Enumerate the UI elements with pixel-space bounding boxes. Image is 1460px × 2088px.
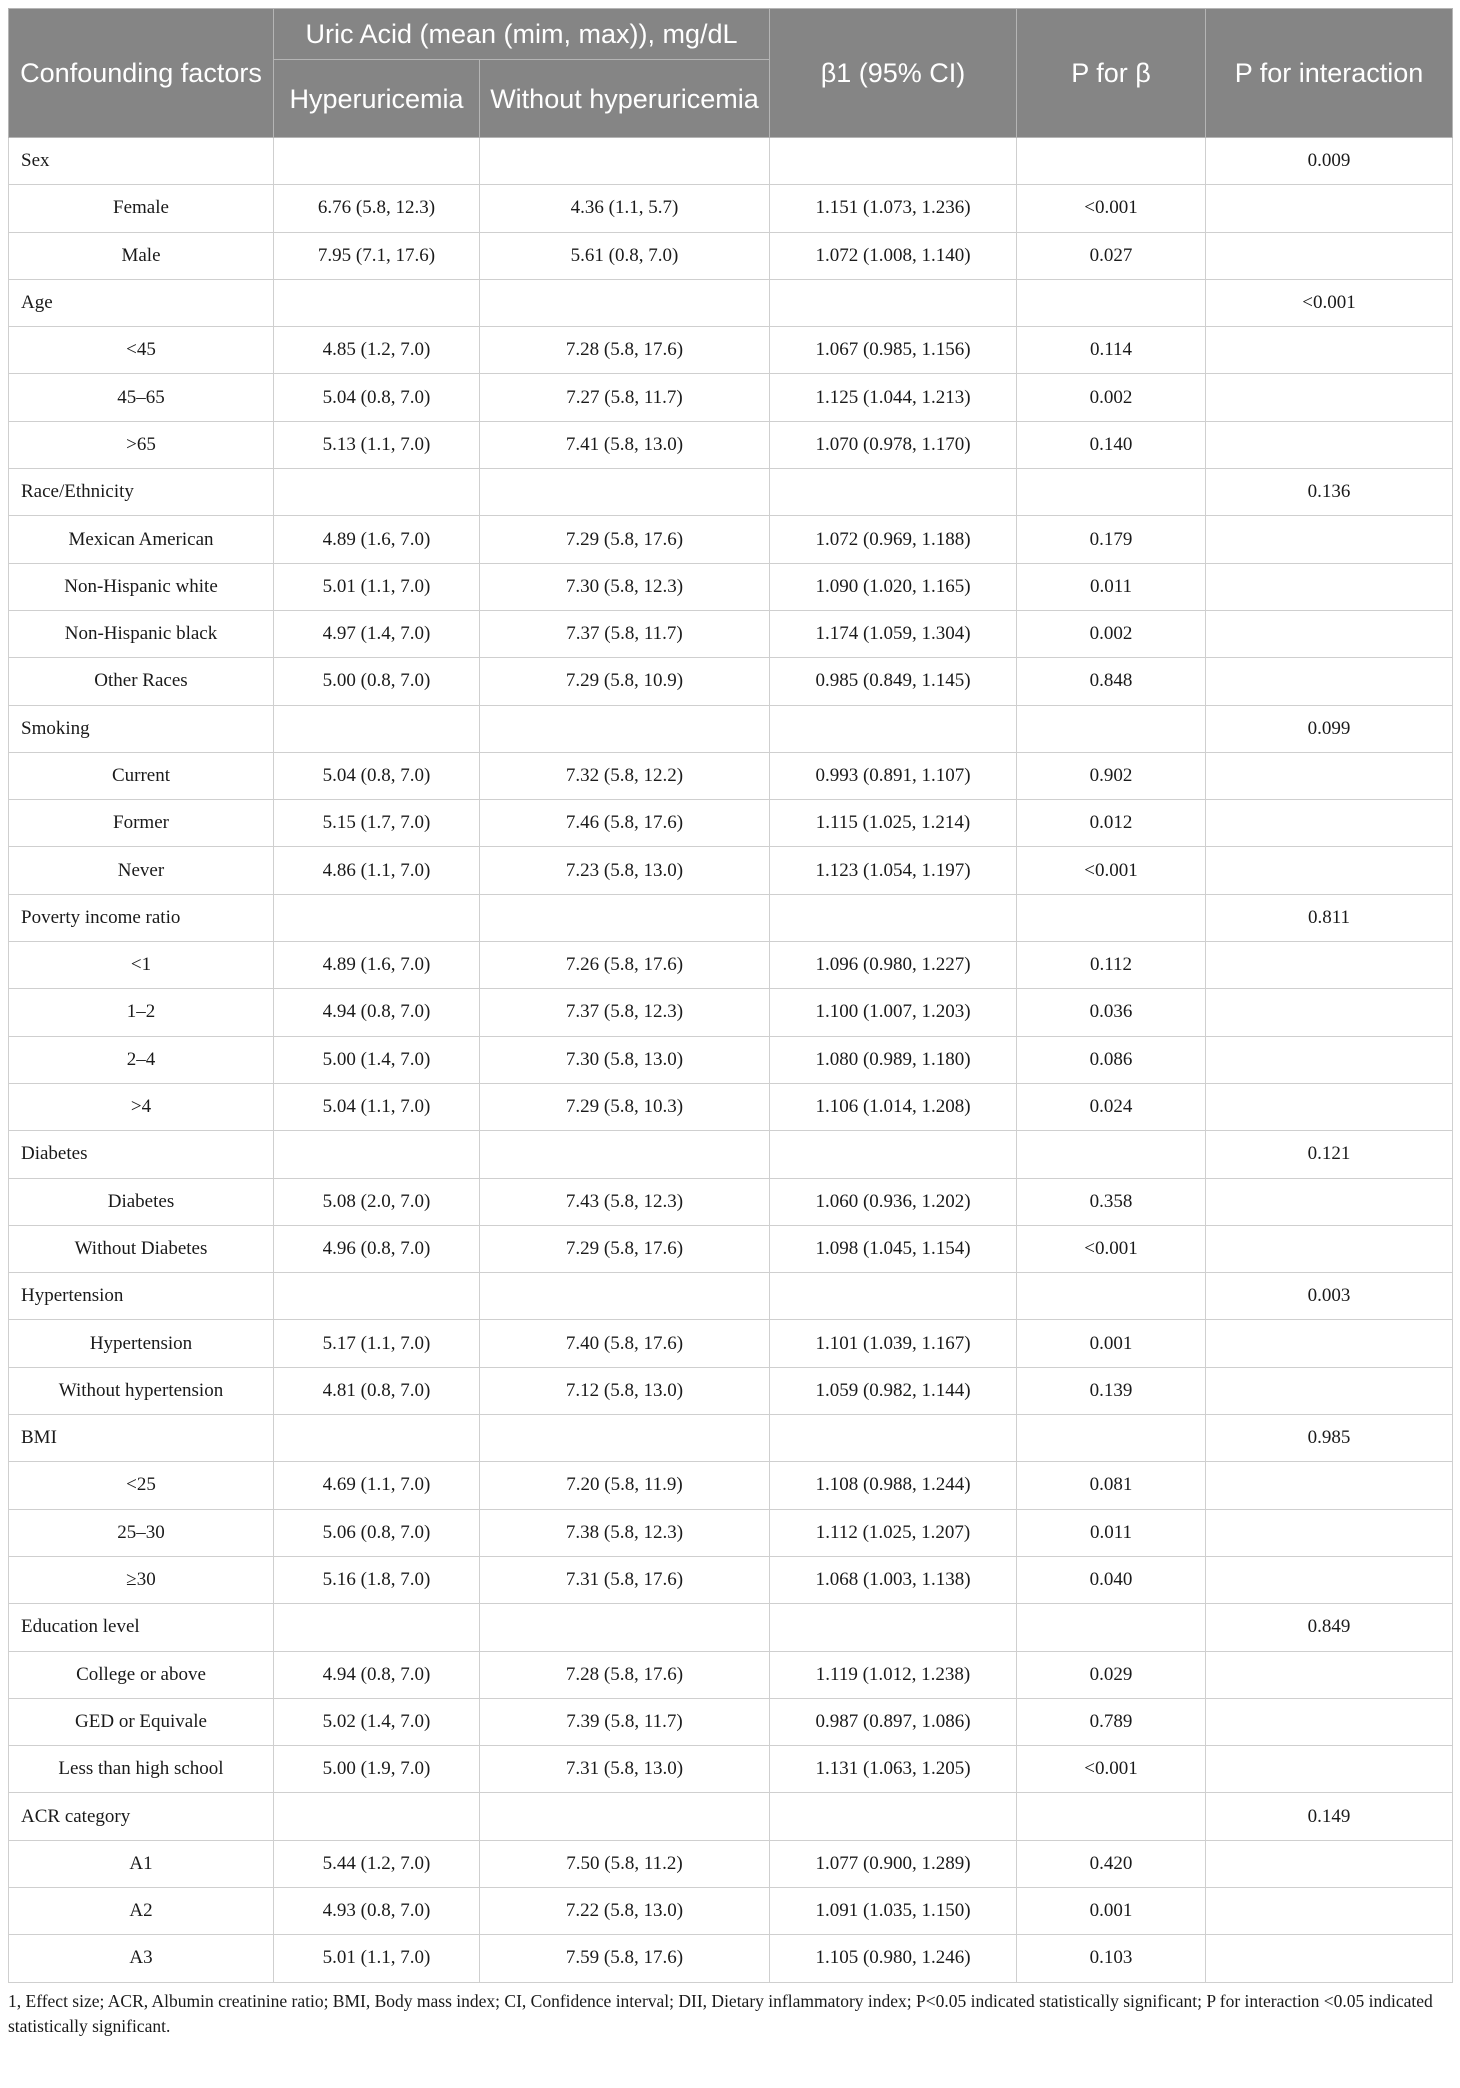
header-p-interaction: P for interaction — [1206, 9, 1453, 138]
hyperuricemia-value: 4.86 (1.1, 7.0) — [274, 847, 480, 894]
p-beta-value: <0.001 — [1017, 185, 1206, 232]
without-hyperuricemia-value: 7.46 (5.8, 17.6) — [480, 800, 770, 847]
table-header — [9, 9, 1453, 138]
p-interaction-value: 0.009 — [1206, 138, 1453, 185]
without-hyperuricemia-value: 7.20 (5.8, 11.9) — [480, 1462, 770, 1509]
subgroup-name: >65 — [9, 421, 274, 468]
beta-value: 1.068 (1.003, 1.138) — [770, 1556, 1017, 1603]
hyperuricemia-value: 5.01 (1.1, 7.0) — [274, 1935, 480, 1982]
empty-cell — [274, 1131, 480, 1178]
without-hyperuricemia-value: 7.22 (5.8, 13.0) — [480, 1887, 770, 1934]
p-interaction-value: 0.136 — [1206, 469, 1453, 516]
without-hyperuricemia-value: 7.28 (5.8, 17.6) — [480, 1651, 770, 1698]
p-beta-value: 0.002 — [1017, 374, 1206, 421]
empty-cell — [770, 705, 1017, 752]
group-label: Sex — [9, 138, 274, 185]
empty-cell — [480, 894, 770, 941]
empty-cell — [480, 1604, 770, 1651]
beta-value: 1.072 (0.969, 1.188) — [770, 516, 1017, 563]
hyperuricemia-value: 4.94 (0.8, 7.0) — [274, 1651, 480, 1698]
without-hyperuricemia-value: 7.41 (5.8, 13.0) — [480, 421, 770, 468]
subgroup-name: Other Races — [9, 658, 274, 705]
subgroup-name: Diabetes — [9, 1178, 274, 1225]
empty-cell — [274, 1415, 480, 1462]
empty-cell — [480, 138, 770, 185]
empty-cell — [480, 279, 770, 326]
table-row — [9, 1935, 1453, 1982]
table-row — [9, 847, 1453, 894]
subgroup-table — [8, 8, 1453, 1983]
empty-cell — [1017, 1131, 1206, 1178]
empty-cell — [770, 1273, 1017, 1320]
group-label: Diabetes — [9, 1131, 274, 1178]
p-beta-value: 0.027 — [1017, 232, 1206, 279]
hyperuricemia-value: 5.04 (0.8, 7.0) — [274, 752, 480, 799]
empty-cell — [274, 279, 480, 326]
p-beta-value: 0.040 — [1017, 1556, 1206, 1603]
subgroup-name: Current — [9, 752, 274, 799]
header-hyperuricemia: Hyperuricemia — [274, 60, 480, 138]
group-label: Race/Ethnicity — [9, 469, 274, 516]
without-hyperuricemia-value: 7.38 (5.8, 12.3) — [480, 1509, 770, 1556]
table-row — [9, 1556, 1453, 1603]
p-beta-value: <0.001 — [1017, 1746, 1206, 1793]
subgroup-name: 45–65 — [9, 374, 274, 421]
table-row — [9, 1840, 1453, 1887]
table-footnote: 1, Effect size; ACR, Albumin creatinine ratio; BMI, Body mass index; CI, Confidence interval; DII, Dietary inflammatory index; P<0.05 indicated statistically significant; P for interaction <0.05 indicated statistically significant. — [8, 1990, 1433, 2036]
empty-cell — [1017, 1793, 1206, 1840]
table-row — [9, 989, 1453, 1036]
empty-cell — [770, 279, 1017, 326]
hyperuricemia-value: 4.89 (1.6, 7.0) — [274, 516, 480, 563]
subgroup-name: <1 — [9, 942, 274, 989]
p-beta-value: 0.011 — [1017, 1509, 1206, 1556]
beta-value: 1.151 (1.073, 1.236) — [770, 185, 1017, 232]
beta-value: 0.985 (0.849, 1.145) — [770, 658, 1017, 705]
hyperuricemia-value: 5.04 (0.8, 7.0) — [274, 374, 480, 421]
group-label: Poverty income ratio — [9, 894, 274, 941]
empty-cell — [1017, 279, 1206, 326]
table-row — [9, 516, 1453, 563]
empty-cell — [1206, 658, 1453, 705]
table-row — [9, 1698, 1453, 1745]
header-confounding-factors: Confounding factors — [9, 9, 274, 138]
p-interaction-value: 0.099 — [1206, 705, 1453, 752]
p-beta-value: 0.081 — [1017, 1462, 1206, 1509]
empty-cell — [480, 1415, 770, 1462]
p-interaction-value: 0.003 — [1206, 1273, 1453, 1320]
without-hyperuricemia-value: 7.37 (5.8, 11.7) — [480, 610, 770, 657]
subgroup-name: Female — [9, 185, 274, 232]
beta-value: 1.101 (1.039, 1.167) — [770, 1320, 1017, 1367]
beta-value: 1.059 (0.982, 1.144) — [770, 1367, 1017, 1414]
p-beta-value: 0.358 — [1017, 1178, 1206, 1225]
empty-cell — [770, 1604, 1017, 1651]
hyperuricemia-value: 4.93 (0.8, 7.0) — [274, 1887, 480, 1934]
subgroup-name: Never — [9, 847, 274, 894]
subgroup-name: ≥30 — [9, 1556, 274, 1603]
p-beta-value: 0.103 — [1017, 1935, 1206, 1982]
beta-value: 0.987 (0.897, 1.086) — [770, 1698, 1017, 1745]
empty-cell — [1017, 1604, 1206, 1651]
p-beta-value: 0.139 — [1017, 1367, 1206, 1414]
beta-value: 1.125 (1.044, 1.213) — [770, 374, 1017, 421]
empty-cell — [1206, 1509, 1453, 1556]
table-row — [9, 610, 1453, 657]
empty-cell — [274, 1604, 480, 1651]
hyperuricemia-value: 5.00 (1.9, 7.0) — [274, 1746, 480, 1793]
table-row — [9, 1178, 1453, 1225]
group-label: ACR category — [9, 1793, 274, 1840]
empty-cell — [1017, 1273, 1206, 1320]
table-body — [9, 138, 1453, 1983]
without-hyperuricemia-value: 7.29 (5.8, 17.6) — [480, 516, 770, 563]
hyperuricemia-value: 5.00 (0.8, 7.0) — [274, 658, 480, 705]
beta-value: 1.131 (1.063, 1.205) — [770, 1746, 1017, 1793]
p-beta-value: 0.848 — [1017, 658, 1206, 705]
empty-cell — [480, 469, 770, 516]
subgroup-name: <45 — [9, 327, 274, 374]
p-beta-value: <0.001 — [1017, 1225, 1206, 1272]
subgroup-name: Hypertension — [9, 1320, 274, 1367]
without-hyperuricemia-value: 7.32 (5.8, 12.2) — [480, 752, 770, 799]
empty-cell — [480, 1793, 770, 1840]
empty-cell — [1206, 232, 1453, 279]
p-beta-value: 0.114 — [1017, 327, 1206, 374]
table-row — [9, 752, 1453, 799]
empty-cell — [274, 469, 480, 516]
without-hyperuricemia-value: 7.12 (5.8, 13.0) — [480, 1367, 770, 1414]
group-row — [9, 138, 1453, 185]
beta-value: 1.067 (0.985, 1.156) — [770, 327, 1017, 374]
subgroup-name: Former — [9, 800, 274, 847]
empty-cell — [1206, 610, 1453, 657]
empty-cell — [1206, 1462, 1453, 1509]
hyperuricemia-value: 4.85 (1.2, 7.0) — [274, 327, 480, 374]
empty-cell — [1206, 1036, 1453, 1083]
header-uric-acid: Uric Acid (mean (mim, max)), mg/dL — [274, 9, 770, 60]
empty-cell — [1017, 894, 1206, 941]
group-row — [9, 705, 1453, 752]
header-p-beta: P for β — [1017, 9, 1206, 138]
subgroup-name: A1 — [9, 1840, 274, 1887]
empty-cell — [770, 894, 1017, 941]
subgroup-name: A2 — [9, 1887, 274, 1934]
empty-cell — [1206, 1935, 1453, 1982]
beta-value: 1.091 (1.035, 1.150) — [770, 1887, 1017, 1934]
table-row — [9, 1509, 1453, 1556]
table-row — [9, 1367, 1453, 1414]
p-interaction-value: 0.149 — [1206, 1793, 1453, 1840]
without-hyperuricemia-value: 7.30 (5.8, 13.0) — [480, 1036, 770, 1083]
empty-cell — [1017, 469, 1206, 516]
empty-cell — [1017, 138, 1206, 185]
group-row — [9, 1793, 1453, 1840]
subgroup-name: Male — [9, 232, 274, 279]
hyperuricemia-value: 5.04 (1.1, 7.0) — [274, 1083, 480, 1130]
beta-value: 1.080 (0.989, 1.180) — [770, 1036, 1017, 1083]
without-hyperuricemia-value: 7.40 (5.8, 17.6) — [480, 1320, 770, 1367]
empty-cell — [1206, 989, 1453, 1036]
table-row — [9, 1746, 1453, 1793]
subgroup-name: Non-Hispanic black — [9, 610, 274, 657]
group-row — [9, 1604, 1453, 1651]
empty-cell — [480, 1273, 770, 1320]
hyperuricemia-value: 5.17 (1.1, 7.0) — [274, 1320, 480, 1367]
p-beta-value: 0.011 — [1017, 563, 1206, 610]
table-row — [9, 1887, 1453, 1934]
empty-cell — [1206, 1840, 1453, 1887]
table-row — [9, 1320, 1453, 1367]
table-row — [9, 658, 1453, 705]
p-beta-value: 0.012 — [1017, 800, 1206, 847]
subgroup-name: A3 — [9, 1935, 274, 1982]
empty-cell — [1017, 705, 1206, 752]
subgroup-name: >4 — [9, 1083, 274, 1130]
p-beta-value: 0.002 — [1017, 610, 1206, 657]
hyperuricemia-value: 5.08 (2.0, 7.0) — [274, 1178, 480, 1225]
hyperuricemia-value: 4.89 (1.6, 7.0) — [274, 942, 480, 989]
p-interaction-value: 0.985 — [1206, 1415, 1453, 1462]
beta-value: 1.112 (1.025, 1.207) — [770, 1509, 1017, 1556]
hyperuricemia-value: 4.97 (1.4, 7.0) — [274, 610, 480, 657]
table-row — [9, 232, 1453, 279]
subgroup-name: Non-Hispanic white — [9, 563, 274, 610]
empty-cell — [1206, 1651, 1453, 1698]
empty-cell — [1206, 1887, 1453, 1934]
without-hyperuricemia-value: 7.37 (5.8, 12.3) — [480, 989, 770, 1036]
hyperuricemia-value: 6.76 (5.8, 12.3) — [274, 185, 480, 232]
hyperuricemia-value: 5.16 (1.8, 7.0) — [274, 1556, 480, 1603]
empty-cell — [770, 138, 1017, 185]
group-row — [9, 1131, 1453, 1178]
group-label: Education level — [9, 1604, 274, 1651]
group-label: BMI — [9, 1415, 274, 1462]
empty-cell — [274, 1793, 480, 1840]
hyperuricemia-value: 7.95 (7.1, 17.6) — [274, 232, 480, 279]
empty-cell — [274, 894, 480, 941]
empty-cell — [480, 705, 770, 752]
beta-value: 1.100 (1.007, 1.203) — [770, 989, 1017, 1036]
empty-cell — [1206, 1367, 1453, 1414]
hyperuricemia-value: 4.81 (0.8, 7.0) — [274, 1367, 480, 1414]
without-hyperuricemia-value: 7.59 (5.8, 17.6) — [480, 1935, 770, 1982]
without-hyperuricemia-value: 7.31 (5.8, 13.0) — [480, 1746, 770, 1793]
hyperuricemia-value: 5.01 (1.1, 7.0) — [274, 563, 480, 610]
empty-cell — [1206, 1225, 1453, 1272]
p-interaction-value: <0.001 — [1206, 279, 1453, 326]
empty-cell — [1206, 563, 1453, 610]
p-beta-value: 0.001 — [1017, 1320, 1206, 1367]
empty-cell — [1206, 185, 1453, 232]
table-row — [9, 1036, 1453, 1083]
empty-cell — [274, 1273, 480, 1320]
beta-value: 1.105 (0.980, 1.246) — [770, 1935, 1017, 1982]
subgroup-name: College or above — [9, 1651, 274, 1698]
hyperuricemia-value: 5.44 (1.2, 7.0) — [274, 1840, 480, 1887]
group-row — [9, 1273, 1453, 1320]
without-hyperuricemia-value: 7.28 (5.8, 17.6) — [480, 327, 770, 374]
p-beta-value: 0.140 — [1017, 421, 1206, 468]
table-row — [9, 942, 1453, 989]
subgroup-name: 25–30 — [9, 1509, 274, 1556]
subgroup-name: 2–4 — [9, 1036, 274, 1083]
subgroup-name: Less than high school — [9, 1746, 274, 1793]
empty-cell — [1206, 1556, 1453, 1603]
table-row — [9, 800, 1453, 847]
empty-cell — [480, 1131, 770, 1178]
without-hyperuricemia-value: 7.31 (5.8, 17.6) — [480, 1556, 770, 1603]
empty-cell — [274, 138, 480, 185]
beta-value: 1.060 (0.936, 1.202) — [770, 1178, 1017, 1225]
subgroup-name: 1–2 — [9, 989, 274, 1036]
table-row — [9, 185, 1453, 232]
without-hyperuricemia-value: 7.29 (5.8, 10.3) — [480, 1083, 770, 1130]
without-hyperuricemia-value: 5.61 (0.8, 7.0) — [480, 232, 770, 279]
empty-cell — [1206, 1746, 1453, 1793]
hyperuricemia-value: 4.94 (0.8, 7.0) — [274, 989, 480, 1036]
beta-value: 1.108 (0.988, 1.244) — [770, 1462, 1017, 1509]
hyperuricemia-value: 5.00 (1.4, 7.0) — [274, 1036, 480, 1083]
empty-cell — [1206, 516, 1453, 563]
table-row — [9, 1225, 1453, 1272]
empty-cell — [1206, 752, 1453, 799]
without-hyperuricemia-value: 7.39 (5.8, 11.7) — [480, 1698, 770, 1745]
p-beta-value: 0.112 — [1017, 942, 1206, 989]
without-hyperuricemia-value: 7.27 (5.8, 11.7) — [480, 374, 770, 421]
group-row — [9, 1415, 1453, 1462]
without-hyperuricemia-value: 7.43 (5.8, 12.3) — [480, 1178, 770, 1225]
empty-cell — [1206, 327, 1453, 374]
empty-cell — [1206, 374, 1453, 421]
empty-cell — [1206, 847, 1453, 894]
hyperuricemia-value: 4.96 (0.8, 7.0) — [274, 1225, 480, 1272]
p-beta-value: 0.789 — [1017, 1698, 1206, 1745]
group-label: Age — [9, 279, 274, 326]
subgroup-name: <25 — [9, 1462, 274, 1509]
empty-cell — [1206, 421, 1453, 468]
p-interaction-value: 0.849 — [1206, 1604, 1453, 1651]
hyperuricemia-value: 5.06 (0.8, 7.0) — [274, 1509, 480, 1556]
empty-cell — [770, 1415, 1017, 1462]
table-row — [9, 374, 1453, 421]
header-without-hyperuricemia: Without hyperuricemia — [480, 60, 770, 138]
p-beta-value: 0.024 — [1017, 1083, 1206, 1130]
group-row — [9, 469, 1453, 516]
beta-value: 1.123 (1.054, 1.197) — [770, 847, 1017, 894]
empty-cell — [1017, 1415, 1206, 1462]
empty-cell — [1206, 1698, 1453, 1745]
table-row — [9, 563, 1453, 610]
p-beta-value: 0.902 — [1017, 752, 1206, 799]
subgroup-name: GED or Equivale — [9, 1698, 274, 1745]
group-row — [9, 279, 1453, 326]
without-hyperuricemia-value: 4.36 (1.1, 5.7) — [480, 185, 770, 232]
p-beta-value: 0.029 — [1017, 1651, 1206, 1698]
subgroup-name: Mexican American — [9, 516, 274, 563]
subgroup-name: Without hypertension — [9, 1367, 274, 1414]
hyperuricemia-value: 5.02 (1.4, 7.0) — [274, 1698, 480, 1745]
empty-cell — [1206, 800, 1453, 847]
p-beta-value: 0.001 — [1017, 1887, 1206, 1934]
empty-cell — [1206, 1178, 1453, 1225]
empty-cell — [1206, 1320, 1453, 1367]
empty-cell — [770, 469, 1017, 516]
hyperuricemia-value: 5.15 (1.7, 7.0) — [274, 800, 480, 847]
group-row — [9, 894, 1453, 941]
p-interaction-value: 0.121 — [1206, 1131, 1453, 1178]
without-hyperuricemia-value: 7.30 (5.8, 12.3) — [480, 563, 770, 610]
beta-value: 1.077 (0.900, 1.289) — [770, 1840, 1017, 1887]
table-row — [9, 327, 1453, 374]
empty-cell — [770, 1131, 1017, 1178]
without-hyperuricemia-value: 7.29 (5.8, 10.9) — [480, 658, 770, 705]
hyperuricemia-value: 4.69 (1.1, 7.0) — [274, 1462, 480, 1509]
group-label: Smoking — [9, 705, 274, 752]
table-row — [9, 1083, 1453, 1130]
without-hyperuricemia-value: 7.50 (5.8, 11.2) — [480, 1840, 770, 1887]
without-hyperuricemia-value: 7.29 (5.8, 17.6) — [480, 1225, 770, 1272]
table-container — [8, 8, 1452, 2039]
p-beta-value: <0.001 — [1017, 847, 1206, 894]
without-hyperuricemia-value: 7.23 (5.8, 13.0) — [480, 847, 770, 894]
p-beta-value: 0.179 — [1017, 516, 1206, 563]
table-row — [9, 421, 1453, 468]
beta-value: 1.070 (0.978, 1.170) — [770, 421, 1017, 468]
without-hyperuricemia-value: 7.26 (5.8, 17.6) — [480, 942, 770, 989]
table-row — [9, 1462, 1453, 1509]
beta-value: 0.993 (0.891, 1.107) — [770, 752, 1017, 799]
table-row — [9, 1651, 1453, 1698]
p-beta-value: 0.086 — [1017, 1036, 1206, 1083]
empty-cell — [770, 1793, 1017, 1840]
beta-value: 1.106 (1.014, 1.208) — [770, 1083, 1017, 1130]
beta-value: 1.098 (1.045, 1.154) — [770, 1225, 1017, 1272]
empty-cell — [274, 705, 480, 752]
group-label: Hypertension — [9, 1273, 274, 1320]
beta-value: 1.096 (0.980, 1.227) — [770, 942, 1017, 989]
beta-value: 1.119 (1.012, 1.238) — [770, 1651, 1017, 1698]
header-beta: β1 (95% CI) — [770, 9, 1017, 138]
p-beta-value: 0.420 — [1017, 1840, 1206, 1887]
beta-value: 1.090 (1.020, 1.165) — [770, 563, 1017, 610]
hyperuricemia-value: 5.13 (1.1, 7.0) — [274, 421, 480, 468]
subgroup-name: Without Diabetes — [9, 1225, 274, 1272]
empty-cell — [1206, 942, 1453, 989]
beta-value: 1.072 (1.008, 1.140) — [770, 232, 1017, 279]
beta-value: 1.115 (1.025, 1.214) — [770, 800, 1017, 847]
p-interaction-value: 0.811 — [1206, 894, 1453, 941]
beta-value: 1.174 (1.059, 1.304) — [770, 610, 1017, 657]
empty-cell — [1206, 1083, 1453, 1130]
p-beta-value: 0.036 — [1017, 989, 1206, 1036]
